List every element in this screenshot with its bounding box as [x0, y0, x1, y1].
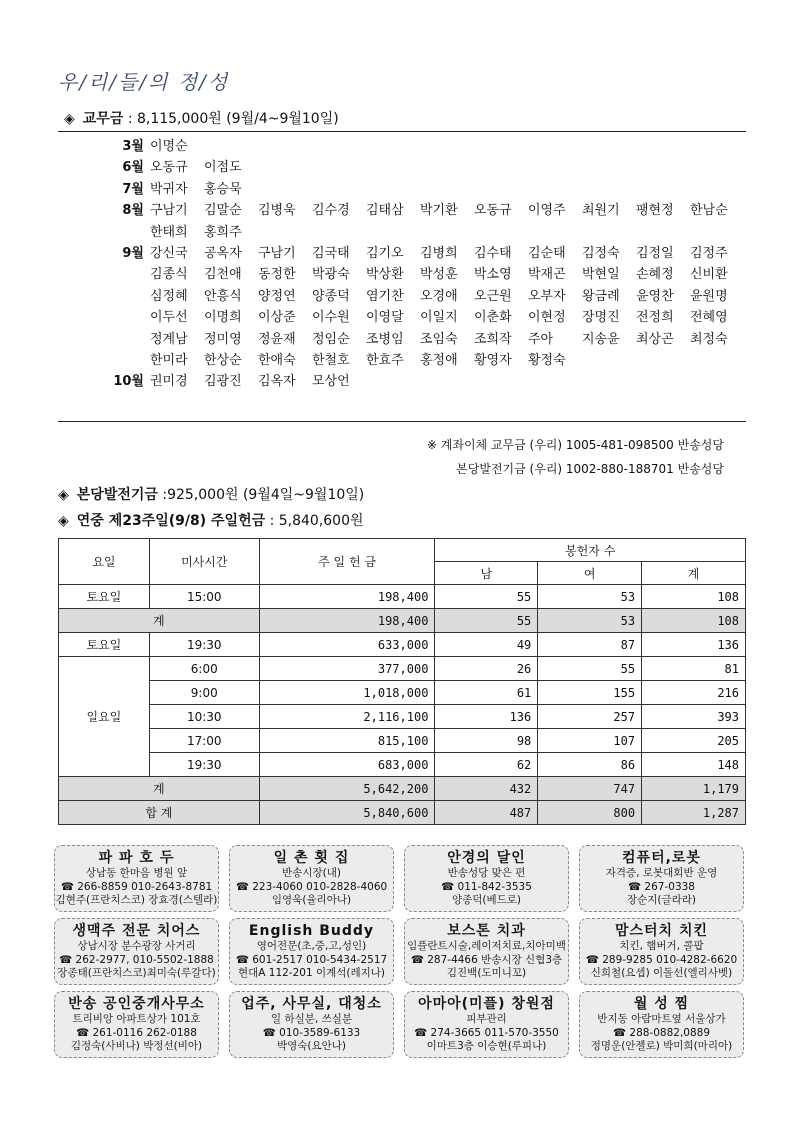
table-row: 19:30 683,000 62 86 148 [59, 753, 746, 777]
sponsor-ad-line: 상남시장 분수광장 사거리 [77, 940, 196, 952]
contributor-name: 주아 [528, 331, 554, 347]
building-fund-label: 본당발전기금 [76, 487, 158, 503]
diamond-bullet-icon: ◈ [64, 111, 75, 127]
roll-names [150, 371, 744, 392]
contributor-name: 한상순 [204, 353, 242, 369]
contributor-name: 이일지 [420, 310, 458, 326]
sunday-offering-heading [58, 510, 364, 530]
grand-total-row: 합 계 5,840,600 487 800 1,287 [59, 801, 746, 825]
contributor-name: 김말순 [204, 203, 242, 219]
sponsor-ad-line: 신희철(요셉) 이돌선(엘리사벳) [590, 967, 733, 979]
sponsor-ads-grid [54, 845, 746, 1058]
contributor-name: 최정숙 [690, 331, 728, 347]
contributor-name: 윤영찬 [636, 288, 674, 304]
roll-month: 10월 [113, 374, 144, 390]
contributor-name: 오동규 [474, 203, 512, 219]
sponsor-ad [579, 845, 744, 912]
contributor-name: 조병임 [366, 331, 404, 347]
sponsor-ad-line: ☎ 274-3665 011-570-3550 [414, 1026, 559, 1039]
contributor-name: 공옥자 [204, 246, 242, 262]
sponsor-ad-line: ☎ 267-0338 [628, 880, 695, 893]
divider-top [58, 131, 746, 132]
sponsor-ad-name: 보스톤 치과 [447, 923, 526, 939]
contributor-name: 박귀자 [150, 181, 188, 197]
roll-names [150, 136, 744, 157]
sponsor-ad-line: 김현주(프란치스코) 장효경(스텔라) [55, 894, 218, 906]
diamond-bullet-icon: ◈ [58, 513, 69, 529]
sponsor-ad-name: 맘스터치 치킨 [614, 923, 709, 939]
diocese-label: 교무금 [82, 111, 124, 127]
sunday-offering-total: : 5,840,600원 [269, 513, 364, 529]
contributor-name: 이영달 [366, 310, 404, 326]
contributor-name: 권미경 [150, 374, 188, 390]
sponsor-ad-line: 양종덕(베드로) [451, 894, 522, 906]
sponsor-ad-line: 일 하실분, 쓰실분 [270, 1013, 352, 1025]
contributor-name: 김정숙 [582, 246, 620, 262]
contributor-name: 전정희 [636, 310, 674, 326]
contributor-roll [104, 136, 744, 393]
contributor-name: 이춘화 [474, 310, 512, 326]
sponsor-ad [404, 845, 569, 912]
contributor-name: 황정숙 [528, 353, 566, 369]
offering-table [58, 538, 746, 825]
contributor-name: 오경애 [420, 288, 458, 304]
contributor-name: 이명희 [204, 310, 242, 326]
table-row: 토요일 15:00 198,400 55 53 108 [59, 585, 746, 609]
contributor-name: 심정혜 [150, 288, 188, 304]
building-fund-total: :925,000원 (9월4일~9월10일) [162, 487, 365, 503]
sponsor-ad [404, 918, 569, 985]
sponsor-ad-name: English Buddy [248, 923, 375, 939]
contributor-name: 김태삼 [366, 203, 404, 219]
sponsor-ad-line: 김정숙(사비나) 박정선(비아) [70, 1040, 203, 1052]
sponsor-ad-name: 생맥주 전문 치어스 [72, 923, 201, 939]
divider-bottom [58, 421, 746, 422]
contributor-name: 오근원 [474, 288, 512, 304]
contributor-name: 이현정 [528, 310, 566, 326]
contributor-name: 김순태 [528, 246, 566, 262]
sponsor-ad [54, 991, 219, 1058]
subtotal-row: 계 5,642,200 432 747 1,179 [59, 777, 746, 801]
contributor-name: 이명순 [150, 139, 188, 154]
table-row: 토요일 19:30 633,000 49 87 136 [59, 633, 746, 657]
contributor-name: 한남순 [690, 203, 728, 219]
contributor-name: 이두선 [150, 310, 188, 326]
sponsor-ad-line: ☎ 266-8859 010-2643-8781 [60, 880, 213, 893]
sunday-offering-label: 연중 제23주일(9/8) 주일헌금 [76, 513, 266, 529]
sponsor-ad-line: 반송시장(내) [282, 867, 341, 879]
header-female: 여 [538, 562, 642, 585]
contributor-name: 이점도 [204, 160, 242, 176]
contributor-name: 안흥식 [204, 288, 242, 304]
contributor-name: 정임순 [312, 331, 350, 347]
sponsor-ad-name: 업주, 사무실, 대청소 [241, 996, 382, 1012]
sponsor-ad-line: 장종태(프란치스코)최미숙(루갈다) [57, 967, 216, 979]
sponsor-ad-line: 박영숙(요안나) [276, 1040, 347, 1052]
roll-names [150, 243, 744, 371]
contributor-name: 홍승묵 [204, 181, 242, 197]
roll-month-row [104, 157, 744, 178]
header-attendance: 봉헌자 수 [435, 539, 746, 562]
roll-month-row [104, 243, 744, 371]
contributor-name: 최상곤 [636, 331, 674, 347]
contributor-name: 김천애 [204, 267, 242, 283]
table-row: 일요일 6:00 377,000 26 55 81 [59, 657, 746, 681]
contributor-name: 한효주 [366, 353, 404, 369]
sponsor-ad-line: 반송성당 맞은 편 [447, 867, 526, 879]
contributor-name: 정미영 [204, 331, 242, 347]
sponsor-ad [579, 991, 744, 1058]
sponsor-ad-line: 임플란트시술,레이저치료,치아미백 [407, 940, 566, 952]
contributor-name: 이수원 [312, 310, 350, 326]
contributor-name: 한철호 [312, 353, 350, 369]
contributor-name: 홍정애 [420, 353, 458, 369]
sponsor-ad-line: 반지동 아람마트옆 서울상가 [597, 1013, 726, 1025]
sponsor-ad-line: ☎ 287-4466 반송시장 신협3층 [410, 953, 563, 966]
header-amount: 주 일 헌 금 [259, 539, 435, 585]
roll-names [150, 157, 744, 178]
contributor-name: 김수경 [312, 203, 350, 219]
contributor-name: 오동규 [150, 160, 188, 176]
sponsor-ad-name: 아마아(미플) 창원점 [418, 996, 555, 1012]
diocese-section-heading [64, 108, 339, 128]
roll-month-row [104, 371, 744, 392]
contributor-name: 양종덕 [312, 288, 350, 304]
header-male: 남 [435, 562, 538, 585]
contributor-name: 염기찬 [366, 288, 404, 304]
contributor-name: 황영자 [474, 353, 512, 369]
contributor-name: 박상환 [366, 267, 404, 283]
diamond-bullet-icon: ◈ [58, 487, 69, 503]
table-row: 10:30 2,116,100 136 257 393 [59, 705, 746, 729]
contributor-name: 이영주 [528, 203, 566, 219]
contributor-name: 김옥자 [258, 374, 296, 390]
sponsor-ad-line: ☎ 010-3589-6133 [262, 1026, 361, 1039]
sponsor-ad [229, 918, 394, 985]
contributor-name: 김병희 [420, 246, 458, 262]
contributor-name: 오부자 [528, 288, 566, 304]
subtotal-row: 계 198,400 55 53 108 [59, 609, 746, 633]
contributor-name: 윤원명 [690, 288, 728, 304]
roll-month: 8월 [122, 203, 144, 219]
contributor-name: 신비환 [690, 267, 728, 283]
sponsor-ad-name: 반송 공인중개사무소 [68, 996, 205, 1012]
contributor-name: 팽현정 [636, 203, 674, 219]
contributor-name: 한미라 [150, 353, 188, 369]
sponsor-ad [229, 991, 394, 1058]
contributor-name: 김기오 [366, 246, 404, 262]
sponsor-ad-line: 정명운(안젤로) 박미희(마리아) [590, 1040, 733, 1052]
sponsor-ad-line: 치킨, 햄버거, 콜팝 [619, 940, 704, 952]
sponsor-ad [54, 918, 219, 985]
contributor-name: 최원기 [582, 203, 620, 219]
header-mass-time: 미사시간 [149, 539, 259, 585]
contributor-name: 지송윤 [582, 331, 620, 347]
contributor-name: 이상준 [258, 310, 296, 326]
sponsor-ad-line: 임영욱(율리아나) [271, 894, 352, 906]
sponsor-ad-name: 컴퓨터,로봇 [622, 850, 701, 866]
sponsor-ad-line: 피부관리 [466, 1013, 507, 1025]
contributor-name: 모상언 [312, 374, 350, 390]
sponsor-ad-line: 자격증, 로봇대회반 운영 [605, 867, 718, 879]
roll-month-row [104, 179, 744, 200]
sponsor-ad-line: 김진백(도미니꼬) [446, 967, 527, 979]
contributor-name: 정계남 [150, 331, 188, 347]
sponsor-ad-line: 트리비앙 아파트상가 101호 [72, 1013, 201, 1025]
sponsor-ad [579, 918, 744, 985]
sponsor-ad-line: 상남동 한마음 병원 앞 [85, 867, 188, 879]
sponsor-ad-line: ☎ 262-2977, 010-5502-1888 [59, 953, 214, 966]
roll-month-row [104, 136, 744, 157]
roll-month: 9월 [122, 246, 144, 262]
account-line-diocese: ※ 계좌이체 교무금 (우리) 1005-481-098500 반송성당 [426, 438, 724, 452]
table-row: 17:00 815,100 98 107 205 [59, 729, 746, 753]
sponsor-ad-name: 안경의 달인 [447, 850, 526, 866]
contributor-name: 양정연 [258, 288, 296, 304]
sponsor-ad-line: 현대A 112-201 이계석(레지나) [237, 967, 386, 979]
building-fund-heading [58, 484, 364, 504]
contributor-name: 박현일 [582, 267, 620, 283]
contributor-name: 한애숙 [258, 353, 296, 369]
contributor-name: 구남기 [258, 246, 296, 262]
header-total: 계 [642, 562, 746, 585]
sponsor-ad-line: 장순지(글라라) [626, 894, 697, 906]
contributor-name: 김병욱 [258, 203, 296, 219]
sponsor-ad-line: 영어전문(초,중,고,성인) [256, 940, 367, 952]
contributor-name: 정윤재 [258, 331, 296, 347]
sponsor-ad-line: ☎ 011-842-3535 [441, 880, 532, 893]
sponsor-ad [54, 845, 219, 912]
sponsor-ad-line: ☎ 261-0116 262-0188 [76, 1026, 197, 1039]
contributor-name: 전혜영 [690, 310, 728, 326]
sponsor-ad [229, 845, 394, 912]
roll-names [150, 179, 744, 200]
contributor-name: 장명진 [582, 310, 620, 326]
contributor-name: 조임숙 [420, 331, 458, 347]
account-line-building: 본당발전기금 (우리) 1002-880-188701 반송성당 [456, 462, 724, 476]
contributor-name: 손혜정 [636, 267, 674, 283]
contributor-name: 강신국 [150, 246, 188, 262]
sponsor-ad-line: ☎ 288-0882,0889 [612, 1026, 711, 1039]
sponsor-ad [404, 991, 569, 1058]
contributor-name: 홍희주 [204, 224, 242, 240]
contributor-name: 박소영 [474, 267, 512, 283]
contributor-name: 구남기 [150, 203, 188, 219]
roll-month: 7월 [122, 181, 144, 197]
sponsor-ad-name: 월 성 찜 [633, 996, 690, 1012]
contributor-name: 한태희 [150, 224, 188, 240]
roll-names [150, 200, 744, 243]
table-row: 9:00 1,018,000 61 155 216 [59, 681, 746, 705]
contributor-name: 김국태 [312, 246, 350, 262]
sponsor-ad-name: 일 촌 횟 집 [273, 850, 350, 866]
contributor-name: 김정일 [636, 246, 674, 262]
sponsor-ad-name: 파 파 호 두 [98, 850, 175, 866]
contributor-name: 박기환 [420, 203, 458, 219]
page-title: 우/리/들/의 정/성 [58, 70, 230, 94]
sponsor-ad-line: ☎ 223-4060 010-2828-4060 [235, 880, 388, 893]
contributor-name: 왕금례 [582, 288, 620, 304]
roll-month: 6월 [122, 160, 144, 176]
contributor-name: 박재곤 [528, 267, 566, 283]
contributor-name: 동정한 [258, 267, 296, 283]
sponsor-ad-line: ☎ 289-9285 010-4282-6620 [585, 953, 738, 966]
sponsor-ad-line: ☎ 601-2517 010-5434-2517 [235, 953, 388, 966]
contributor-name: 김정주 [690, 246, 728, 262]
contributor-name: 박성훈 [420, 267, 458, 283]
contributor-name: 김종식 [150, 267, 188, 283]
contributor-name: 박광숙 [312, 267, 350, 283]
header-day: 요일 [59, 539, 150, 585]
contributor-name: 조희작 [474, 331, 512, 347]
sponsor-ad-line: 이마트3층 이승현(루피나) [426, 1040, 547, 1052]
roll-month-row [104, 200, 744, 243]
diocese-total: : 8,115,000원 (9월/4~9월10일) [127, 111, 339, 127]
roll-month: 3월 [122, 139, 144, 154]
contributor-name: 김수태 [474, 246, 512, 262]
contributor-name: 김광진 [204, 374, 242, 390]
